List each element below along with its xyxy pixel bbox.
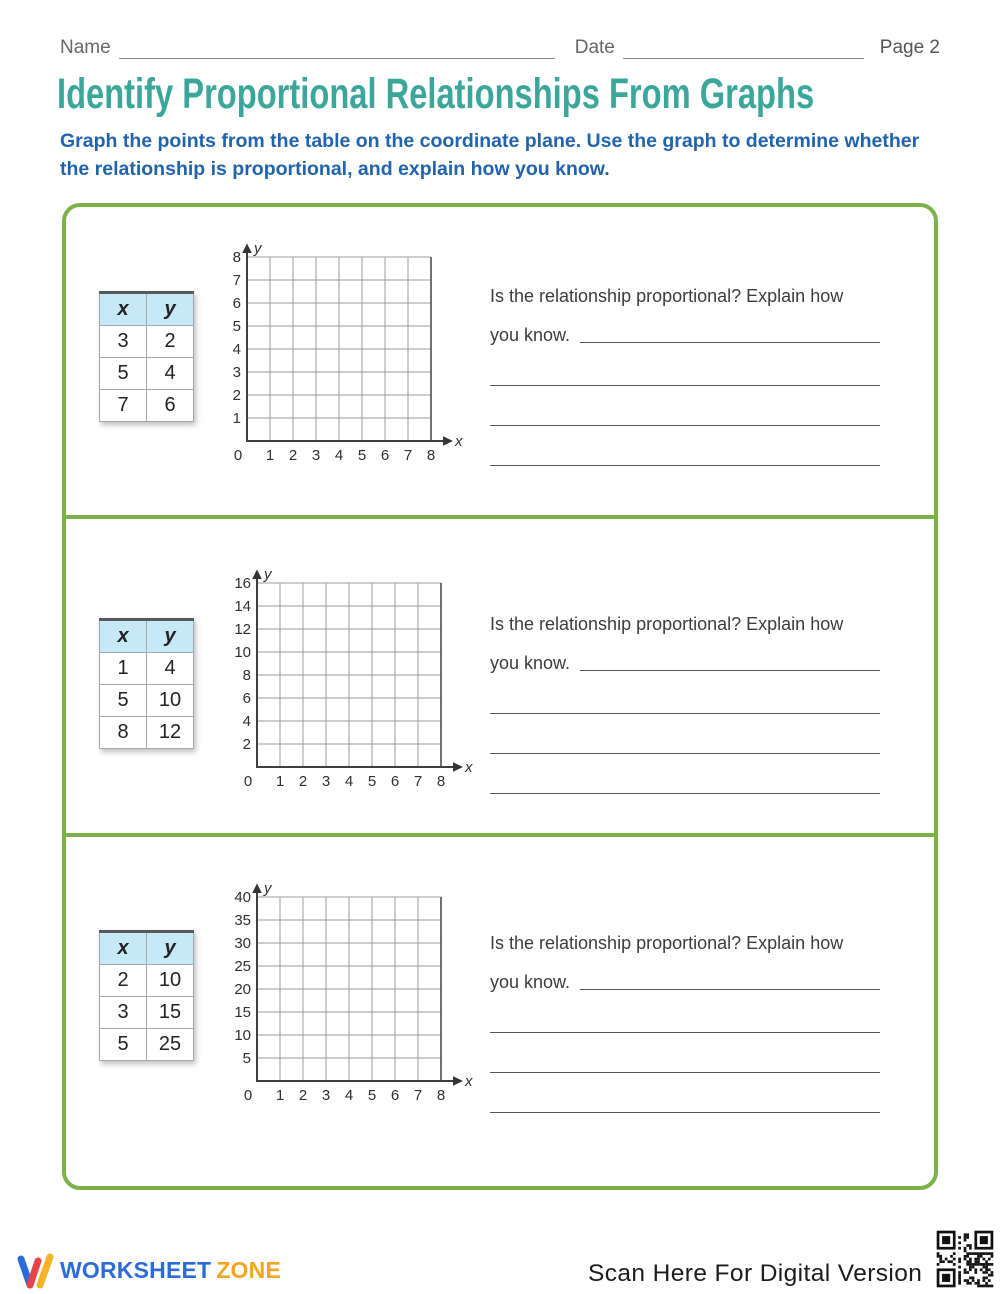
x-tick-label: 4	[344, 1087, 354, 1104]
x-tick-label: 8	[436, 1087, 446, 1104]
question-block	[490, 915, 880, 1113]
x-tick-label: 5	[367, 1087, 377, 1104]
question-line-1: Is the relationship proportional? Explain how	[490, 933, 844, 954]
question-line-2: you know.	[490, 653, 571, 674]
origin-label: 0	[233, 447, 243, 464]
answer-blank-line	[490, 1033, 880, 1073]
x-tick-label: 2	[298, 773, 308, 790]
y-tick-label: 4	[242, 713, 251, 730]
y-tick-label: 10	[234, 1027, 251, 1044]
table-cell: 2	[147, 326, 194, 358]
answer-blank-line	[490, 714, 880, 754]
x-tick-label: 4	[334, 447, 344, 464]
table-cell: 4	[147, 358, 194, 390]
y-tick-label: 1	[232, 410, 241, 427]
coordinate-grid	[215, 241, 465, 476]
y-tick-label: 8	[232, 249, 241, 266]
worksheet-title: Identify Proportional Relationships From Graphs	[57, 70, 815, 118]
y-tick-label: 6	[242, 690, 251, 707]
table-cell: 4	[147, 653, 194, 685]
y-axis-label: y	[264, 567, 272, 583]
table-header-y: y	[147, 293, 194, 326]
y-tick-label: 20	[234, 981, 251, 998]
x-tick-label: 3	[321, 1087, 331, 1104]
y-tick-label: 3	[232, 364, 241, 381]
problems-box	[62, 203, 938, 1190]
table-row	[100, 717, 194, 749]
answer-blank-line	[490, 346, 880, 386]
brand-word-worksheet: WORKSHEET	[60, 1256, 212, 1283]
answer-blank-line	[580, 670, 880, 671]
table-row	[100, 653, 194, 685]
y-axis-label: y	[264, 881, 272, 897]
y-tick-label: 14	[234, 598, 251, 615]
table-row	[100, 326, 194, 358]
y-tick-label: 10	[234, 644, 251, 661]
x-axis-label: x	[455, 433, 463, 450]
x-tick-label: 6	[390, 773, 400, 790]
table-cell: 15	[147, 997, 194, 1029]
x-tick-label: 1	[275, 1087, 285, 1104]
problem-section-1	[66, 207, 934, 515]
page-number: Page 2	[879, 37, 940, 58]
xy-table	[99, 930, 194, 1061]
origin-label: 0	[243, 1087, 253, 1104]
answer-blank-line	[580, 342, 880, 343]
table-cell: 2	[100, 965, 147, 997]
y-tick-label: 40	[234, 889, 251, 906]
worksheetzone-logo-icon	[14, 1248, 56, 1292]
table-cell: 8	[100, 717, 147, 749]
qr-code	[934, 1228, 996, 1290]
y-tick-label: 2	[232, 387, 241, 404]
table-cell: 5	[100, 358, 147, 390]
name-blank-line	[119, 36, 555, 59]
y-tick-label: 35	[234, 912, 251, 929]
answer-blank-line	[580, 989, 880, 990]
problem-section-3	[66, 833, 934, 1186]
coordinate-grid	[225, 567, 475, 802]
x-tick-label: 7	[403, 447, 413, 464]
table-header-y: y	[147, 932, 194, 965]
table-cell: 5	[100, 685, 147, 717]
table-row	[100, 1029, 194, 1061]
y-tick-label: 4	[232, 341, 241, 358]
x-tick-label: 2	[298, 1087, 308, 1104]
y-tick-label: 30	[234, 935, 251, 952]
x-tick-label: 4	[344, 773, 354, 790]
date-blank-line	[623, 36, 864, 59]
answer-blank-line	[490, 1073, 880, 1113]
table-cell: 6	[147, 390, 194, 422]
x-tick-label: 3	[311, 447, 321, 464]
y-tick-label: 7	[232, 272, 241, 289]
table-row	[100, 390, 194, 422]
y-tick-label: 25	[234, 958, 251, 975]
y-tick-label: 15	[234, 1004, 251, 1021]
table-row	[100, 965, 194, 997]
problem-section-2	[66, 515, 934, 833]
table-cell: 1	[100, 653, 147, 685]
x-tick-label: 3	[321, 773, 331, 790]
y-tick-label: 16	[234, 575, 251, 592]
x-tick-label: 6	[390, 1087, 400, 1104]
table-header-x: x	[100, 293, 147, 326]
xy-table	[99, 618, 194, 749]
instructions-line-1: Graph the points from the table on the coordinate plane. Use the graph to determine whether	[60, 130, 920, 152]
y-axis-label: y	[254, 241, 262, 257]
question-line-1: Is the relationship proportional? Explain how	[490, 286, 844, 307]
question-block	[490, 596, 880, 794]
table-cell: 7	[100, 390, 147, 422]
x-tick-label: 1	[265, 447, 275, 464]
worksheetzone-logo	[14, 1248, 281, 1292]
x-tick-label: 2	[288, 447, 298, 464]
table-header-x: x	[100, 620, 147, 653]
x-tick-label: 7	[413, 1087, 423, 1104]
x-axis-label: x	[465, 759, 473, 776]
y-tick-label: 6	[232, 295, 241, 312]
y-tick-label: 5	[232, 318, 241, 335]
scan-here-text: Scan Here For Digital Version	[588, 1260, 923, 1287]
table-cell: 12	[147, 717, 194, 749]
table-cell: 3	[100, 326, 147, 358]
table-row	[100, 358, 194, 390]
answer-blank-line	[490, 426, 880, 466]
page-header	[60, 36, 940, 59]
table-cell: 10	[147, 965, 194, 997]
table-row	[100, 997, 194, 1029]
origin-label: 0	[243, 773, 253, 790]
x-tick-label: 6	[380, 447, 390, 464]
x-tick-label: 5	[367, 773, 377, 790]
instructions	[60, 127, 919, 183]
brand-word-zone: ZONE	[216, 1256, 282, 1283]
table-header-x: x	[100, 932, 147, 965]
question-line-1: Is the relationship proportional? Explain how	[490, 614, 844, 635]
y-tick-label: 5	[242, 1050, 251, 1067]
date-label: Date	[574, 37, 615, 58]
answer-blank-line	[490, 754, 880, 794]
table-cell: 25	[147, 1029, 194, 1061]
y-tick-label: 8	[242, 667, 251, 684]
x-axis-label: x	[465, 1073, 473, 1090]
name-label: Name	[60, 37, 111, 58]
question-block	[490, 268, 880, 466]
answer-blank-line	[490, 386, 880, 426]
xy-table	[99, 291, 194, 422]
table-cell: 3	[100, 997, 147, 1029]
question-line-2: you know.	[490, 972, 571, 993]
table-cell: 10	[147, 685, 194, 717]
table-header-y: y	[147, 620, 194, 653]
question-line-2: you know.	[490, 325, 571, 346]
x-tick-label: 8	[436, 773, 446, 790]
y-tick-label: 2	[242, 736, 251, 753]
x-tick-label: 7	[413, 773, 423, 790]
coordinate-grid	[225, 881, 475, 1116]
table-row	[100, 685, 194, 717]
answer-blank-line	[490, 674, 880, 714]
y-tick-label: 12	[234, 621, 251, 638]
x-tick-label: 8	[426, 447, 436, 464]
table-cell: 5	[100, 1029, 147, 1061]
answer-blank-line	[490, 993, 880, 1033]
x-tick-label: 5	[357, 447, 367, 464]
instructions-line-2: the relationship is proportional, and explain how you know.	[60, 158, 610, 180]
x-tick-label: 1	[275, 773, 285, 790]
